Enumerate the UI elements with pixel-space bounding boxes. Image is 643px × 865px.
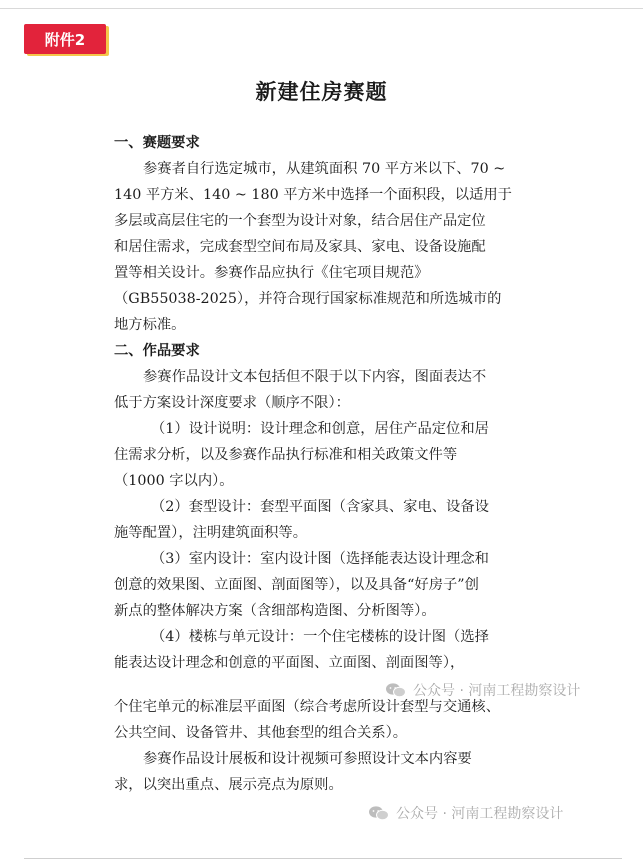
watermark-text: 公众号 · 河南工程勘察设计 — [396, 806, 564, 822]
section-heading: 一、赛题要求 — [114, 135, 200, 151]
page-bottom-rule — [24, 858, 622, 859]
text-line: 参赛作品设计文本包括但不限于以下内容，图面表达不 — [143, 369, 487, 385]
watermark — [368, 803, 563, 823]
text-line: 置等相关设计。参赛作品应执行《住宅项目规范》 — [114, 265, 429, 281]
document-title: 新建住房赛题 — [255, 80, 388, 104]
text-line: 140 平方米、140 ~ 180 平方米中选择一个面积段，以适用于 — [114, 187, 512, 203]
text-line: （4）楼栋与单元设计：一个住宅楼栋的设计图（选择 — [151, 629, 489, 645]
wechat-icon — [368, 805, 390, 821]
text-line: 个住宅单元的标准层平面图（综合考虑所设计套型与交通核、 — [114, 699, 501, 715]
text-line: （GB55038-2025），并符合现行国家标准规范和所选城市的 — [114, 291, 502, 307]
text-line: 公共空间、设备管井、其他套型的组合关系）。 — [114, 725, 408, 741]
text-line: 参赛作品设计展板和设计视频可参照设计文本内容要 — [143, 751, 472, 767]
text-line: 施等配置），注明建筑面积等。 — [114, 525, 308, 541]
text-line: （3）室内设计：室内设计图（选择能表达设计理念和 — [151, 551, 489, 567]
text-line: 低于方案设计深度要求（顺序不限）： — [114, 395, 350, 411]
watermark-text: 公众号 · 河南工程勘察设计 — [413, 683, 581, 699]
text-line: 能表达设计理念和创意的平面图、立面图、剖面图等）， — [114, 655, 465, 671]
wechat-icon — [385, 682, 407, 698]
text-line: 多层或高层住宅的一个套型为设计对象，结合居住产品定位 — [114, 213, 486, 229]
watermark — [385, 680, 580, 700]
text-line: （1000 字以内）。 — [114, 473, 234, 489]
text-line: 求，以突出重点、展示亮点为原则。 — [114, 777, 343, 793]
page-top-rule — [0, 8, 643, 9]
text-line: （1）设计说明：设计理念和创意，居住产品定位和居 — [151, 421, 489, 437]
text-line: 和居住需求，完成套型空间布局及家具、家电、设备设施配 — [114, 239, 486, 255]
text-line: 参赛者自行选定城市，从建筑面积 70 平方米以下、70 ~ — [143, 161, 506, 177]
text-line: 地方标准。 — [114, 317, 186, 333]
text-line: 新点的整体解决方案（含细部构造图、分析图等）。 — [114, 603, 436, 619]
text-line: 创意的效果图、立面图、剖面图等），以及具备“好房子”创 — [114, 577, 479, 593]
attachment-badge: 附件2 — [24, 24, 106, 54]
section-heading: 二、作品要求 — [114, 343, 200, 359]
text-line: （2）套型设计：套型平面图（含家具、家电、设备设 — [151, 499, 489, 515]
text-line: 住需求分析，以及参赛作品执行标准和相关政策文件等 — [114, 447, 458, 463]
